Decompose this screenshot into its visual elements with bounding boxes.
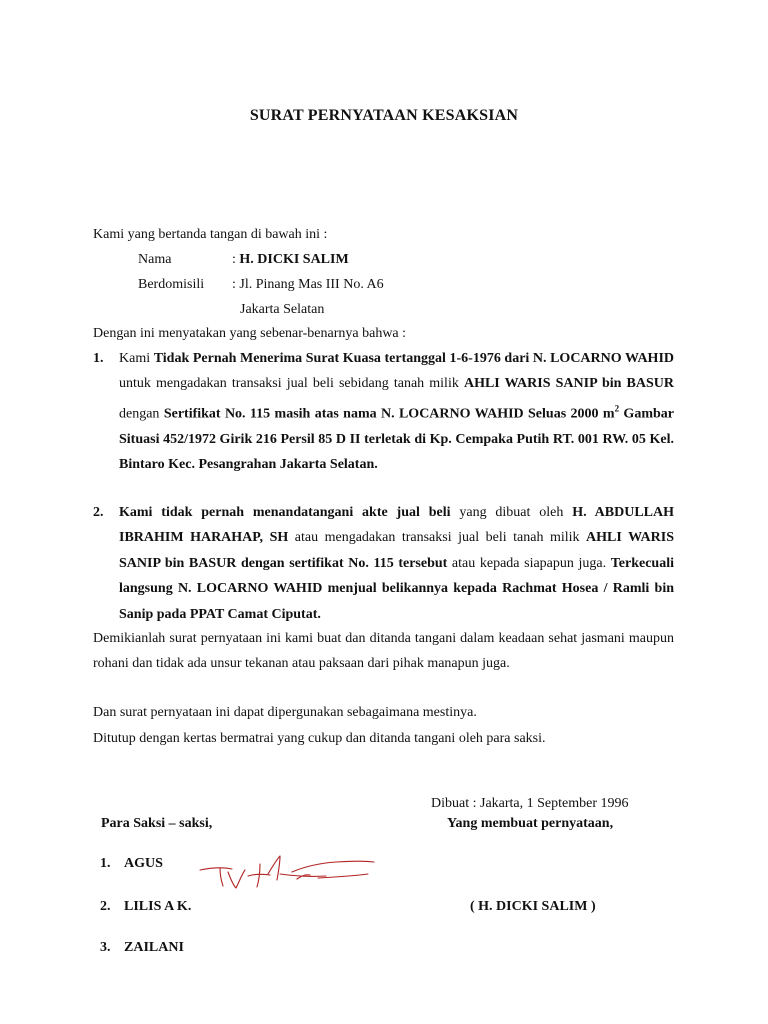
domicile-address-line-2: Jakarta Selatan <box>240 302 325 317</box>
closing-paragraph-3: Ditutup dengan kertas bermatrai yang cukup dan ditanda tangani oleh para saksi. <box>93 731 546 746</box>
statement-item-1 <box>93 346 674 478</box>
intro-text: Kami yang bertanda tangan di bawah ini : <box>93 227 328 242</box>
name-value <box>232 252 349 268</box>
place-date: Dibuat : Jakarta, 1 September 1996 <box>431 796 629 811</box>
witness-number: 1. <box>100 856 111 871</box>
statement-text-segment: AHLI WARIS SANIP bin BASUR dengan sertifikat No. 115 tersebut <box>119 530 674 571</box>
statement-item-2 <box>93 500 674 627</box>
statement-text-segment: Kami <box>119 351 154 366</box>
maker-name: ( H. DICKI SALIM ) <box>470 899 596 914</box>
statement-text-segment: Tidak Pernah Menerima Surat Kuasa tertanggal 1-6-1976 dari N. LOCARNO WAHID <box>153 351 674 366</box>
closing-paragraph-1: Demikianlah surat pernyataan ini kami buat dan ditanda tangani dalam keadaan sehat jasmani maupun rohani dan tidak ada unsur tekanan atau paksaan dari pihak manapun juga. <box>93 631 674 672</box>
statement-item-number: 2. <box>93 505 104 520</box>
statement-text-segment: H. ABDULLAH IBRAHIM HARAHAP, SH <box>119 505 675 546</box>
maker-heading: Yang membuat pernyataan, <box>447 816 614 831</box>
witness-name: ZAILANI <box>124 940 184 955</box>
witness-item <box>100 856 163 872</box>
statement-text-segment: Gambar Situasi 452/1972 Girik 216 Persil 85 D II terletak di Kp. Cempaka Putih RT. 001 RW. 05 Kel. Bintaro Kec. Pesangrahan Jakarta Selatan. <box>119 406 674 473</box>
domicile-label: Berdomisili <box>138 277 205 292</box>
domicile-separator: : <box>232 277 236 292</box>
domicile-address-line-1: Jl. Pinang Mas III No. A6 <box>239 277 384 292</box>
name-separator: : <box>232 252 236 267</box>
statement-item-body <box>119 500 674 627</box>
witness-number: 2. <box>100 899 111 914</box>
name-label: Nama <box>138 252 172 267</box>
handwritten-signature <box>198 850 378 894</box>
witness-name: LILIS A K. <box>124 899 192 914</box>
statement-text-segment: Terkecuali langsung N. LOCARNO WAHID menjual belikannya kepada Rachmat Hosea / Ramli bin Sanip pada PPAT Camat Ciputat. <box>119 555 674 622</box>
witness-item <box>100 899 191 915</box>
witness-number: 3. <box>100 940 111 955</box>
statement-text-segment: yang dibuat oleh <box>450 505 573 520</box>
statement-text-segment: atau kepada siapapun juga. <box>447 555 611 571</box>
statement-text-segment: AHLI WARIS SANIP bin BASUR <box>463 376 674 392</box>
statement-text-segment: atau mengadakan transaksi jual beli tanah milik <box>288 530 587 546</box>
witness-heading: Para Saksi – saksi, <box>101 816 213 831</box>
document-title: SURAT PERNYATAAN KESAKSIAN <box>249 107 519 124</box>
statement-text-segment: Kami tidak pernah menandatangani akte jual beli <box>119 505 451 520</box>
witness-item <box>100 940 184 956</box>
statement-text-segment: 2 <box>614 403 620 414</box>
statement-text-segment: untuk mengadakan transaksi jual beli sebidang tanah milik <box>119 376 464 392</box>
statement-text-segment: dengan <box>119 406 164 422</box>
name-text: H. DICKI SALIM <box>239 252 349 267</box>
statement-text-segment: Sertifikat No. 115 masih atas nama N. LOCARNO WAHID Seluas 2000 m <box>163 406 615 422</box>
statement-lead: Dengan ini menyatakan yang sebenar-benarnya bahwa : <box>93 326 407 341</box>
witness-name: AGUS <box>124 856 163 871</box>
statement-item-body <box>119 346 674 478</box>
closing-paragraph-2: Dan surat pernyataan ini dapat dipergunakan sebagaimana mestinya. <box>93 705 477 720</box>
domicile-value <box>232 277 384 293</box>
statement-item-number: 1. <box>93 351 104 366</box>
